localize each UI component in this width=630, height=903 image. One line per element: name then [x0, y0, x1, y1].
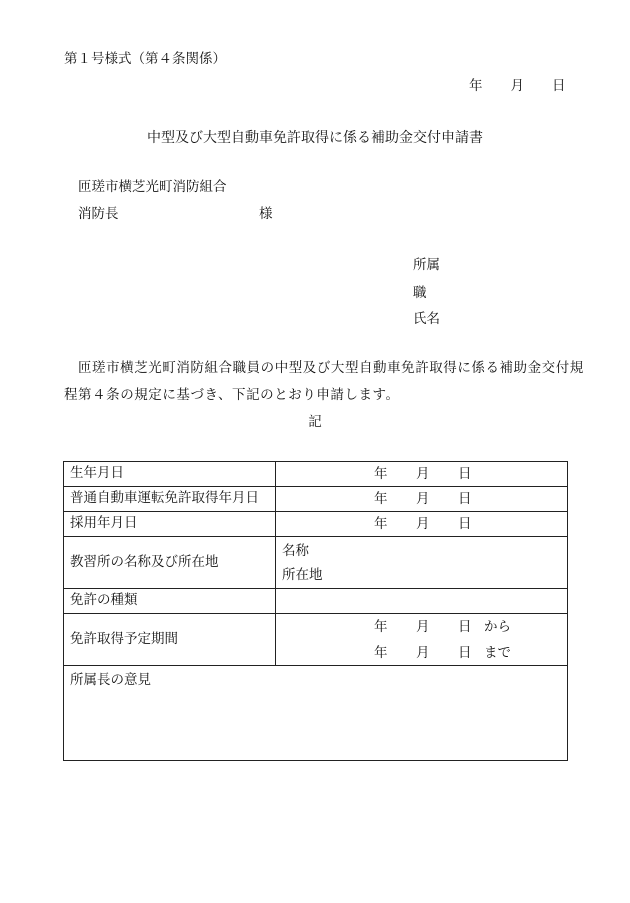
ymd-day: 日	[458, 491, 472, 507]
license-type-label: 免許の種類	[64, 589, 276, 614]
birth-date-label: 生年月日	[64, 462, 276, 487]
addressee-title: 消防長	[78, 206, 119, 222]
ymd-month: 月	[416, 516, 430, 532]
applicant-name-label: 氏名	[413, 311, 440, 327]
license-date-field[interactable]	[276, 487, 568, 512]
school-field[interactable]	[276, 537, 568, 589]
applicant-position-label: 職	[413, 285, 427, 301]
form-number: 第１号様式（第４条関係）	[64, 51, 226, 67]
hire-date-label: 採用年月日	[64, 512, 276, 537]
table-row	[64, 537, 568, 589]
table-row	[64, 666, 568, 761]
ymd-month: 月	[416, 466, 430, 482]
body-text-line1: 匝瑳市横芝光町消防組合職員の中型及び大型自動車免許取得に係る補助金交付規	[78, 360, 584, 376]
date-year-label: 年	[469, 78, 483, 94]
ymd-year: 年	[374, 645, 388, 661]
opinion-field[interactable]	[64, 666, 568, 761]
date-day-label: 日	[552, 78, 566, 94]
period-field[interactable]	[276, 614, 568, 666]
opinion-label: 所属長の意見	[70, 672, 151, 688]
school-location-label: 所在地	[282, 567, 323, 583]
ymd-month: 月	[416, 491, 430, 507]
school-name-label: 名称	[282, 543, 309, 559]
application-date	[469, 80, 566, 94]
hire-date-field[interactable]	[276, 512, 568, 537]
table-row	[64, 487, 568, 512]
application-table	[63, 461, 568, 761]
license-type-field[interactable]	[276, 589, 568, 614]
ymd-day: 日	[458, 619, 472, 635]
addressee-honorific: 様	[259, 206, 273, 222]
ymd-day: 日	[458, 516, 472, 532]
table-row	[64, 589, 568, 614]
birth-date-field[interactable]	[276, 462, 568, 487]
license-date-label: 普通自動車運転免許取得年月日	[64, 487, 276, 512]
period-to: まで	[484, 645, 511, 661]
ymd-year: 年	[374, 466, 388, 482]
table-row	[64, 462, 568, 487]
body-text-line2: 程第４条の規定に基づき、下記のとおり申請します。	[64, 387, 400, 403]
ki-heading: 記	[308, 414, 322, 430]
document-title: 中型及び大型自動車免許取得に係る補助金交付申請書	[147, 130, 483, 146]
applicant-affiliation-label: 所属	[413, 257, 440, 273]
period-from: から	[484, 619, 511, 635]
addressee-organization: 匝瑳市横芝光町消防組合	[78, 179, 227, 195]
period-label: 免許取得予定期間	[64, 614, 276, 666]
ymd-year: 年	[374, 619, 388, 635]
date-month-label: 月	[510, 78, 524, 94]
school-label: 教習所の名称及び所在地	[64, 537, 276, 589]
ymd-year: 年	[374, 491, 388, 507]
table-row	[64, 512, 568, 537]
ymd-day: 日	[458, 466, 472, 482]
ymd-year: 年	[374, 516, 388, 532]
ymd-month: 月	[416, 619, 430, 635]
table-row	[64, 614, 568, 666]
ymd-month: 月	[416, 645, 430, 661]
ymd-day: 日	[458, 645, 472, 661]
